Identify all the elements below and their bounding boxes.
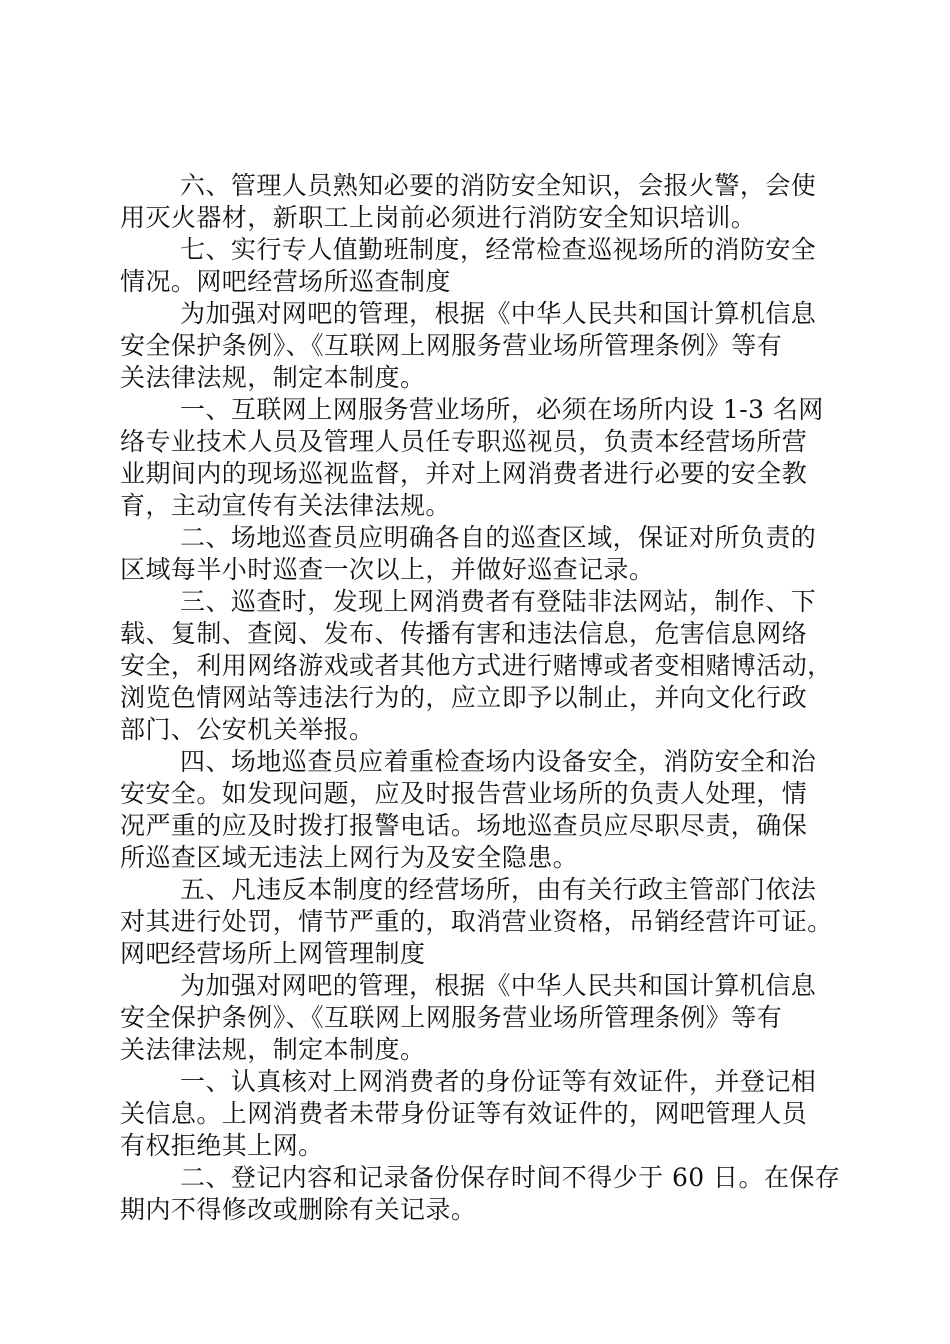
text-line: 六、管理人员熟知必要的消防安全知识，会报火警，会使 <box>180 171 817 200</box>
text-line: 关法律法规，制定本制度。 <box>120 1035 426 1064</box>
text-line: 为加强对网吧的管理，根据《中华人民共和国计算机信息 <box>180 299 817 328</box>
text-line: 四、场地巡查员应着重检查场内设备安全，消防安全和治 <box>180 747 817 776</box>
text-line: 关法律法规，制定本制度。 <box>120 363 426 392</box>
text-line: 用灭火器材，新职工上岗前必须进行消防安全知识培训。 <box>120 203 757 232</box>
text-line: 络专业技术人员及管理人员任专职巡视员，负责本经营场所营 <box>120 427 808 456</box>
text-line: 安全保护条例》、《互联网上网服务营业场所管理条例》等有 <box>120 331 783 360</box>
text-line: 对其进行处罚，情节严重的，取消营业资格，吊销经营许可证。 <box>120 907 833 936</box>
text-line: 安安全。如发现问题，应及时报告营业场所的负责人处理，情 <box>120 779 808 808</box>
text-line: 业期间内的现场巡视监督，并对上网消费者进行必要的安全教 <box>120 459 808 488</box>
text-line: 二、场地巡查员应明确各自的巡查区域，保证对所负责的 <box>180 523 817 552</box>
text-line: 期内不得修改或删除有关记录。 <box>120 1195 477 1224</box>
text-line: 三、巡查时，发现上网消费者有登陆非法网站，制作、下 <box>180 587 817 616</box>
section-heading: 网吧经营场所上网管理制度 <box>120 939 426 968</box>
text-line: 育，主动宣传有关法律法规。 <box>120 491 451 520</box>
text-line: 载、复制、查阅、发布、传播有害和违法信息，危害信息网络 <box>120 619 808 648</box>
document-body <box>120 170 840 1226</box>
text-line: 浏览色情网站等违法行为的，应立即予以制止，并向文化行政 <box>120 683 808 712</box>
text-line: 为加强对网吧的管理，根据《中华人民共和国计算机信息 <box>180 971 817 1000</box>
text-line: 二、登记内容和记录备份保存时间不得少于 60 日。在保存 <box>180 1163 841 1192</box>
text-line: 五、凡违反本制度的经营场所，由有关行政主管部门依法 <box>180 875 817 904</box>
text-line: 安全保护条例》、《互联网上网服务营业场所管理条例》等有 <box>120 1003 783 1032</box>
text-line: 一、认真核对上网消费者的身份证等有效证件，并登记相 <box>180 1067 817 1096</box>
text-line: 情况。网吧经营场所巡查制度 <box>120 267 451 296</box>
text-line: 关信息。上网消费者未带身份证等有效证件的，网吧管理人员 <box>120 1099 808 1128</box>
text-line: 部门、公安机关举报。 <box>120 715 375 744</box>
text-line: 一、互联网上网服务营业场所，必须在场所内设 1-3 名网 <box>180 395 824 424</box>
text-line: 有权拒绝其上网。 <box>120 1131 324 1160</box>
text-line: 况严重的应及时拨打报警电话。场地巡查员应尽职尽责，确保 <box>120 811 808 840</box>
text-line: 所巡查区域无违法上网行为及安全隐患。 <box>120 843 579 872</box>
text-line: 七、实行专人值勤班制度，经常检查巡视场所的消防安全 <box>180 235 817 264</box>
text-line: 安全，利用网络游戏或者其他方式进行赌博或者变相赌博活动， <box>120 651 833 680</box>
text-line: 区域每半小时巡查一次以上，并做好巡查记录。 <box>120 555 655 584</box>
